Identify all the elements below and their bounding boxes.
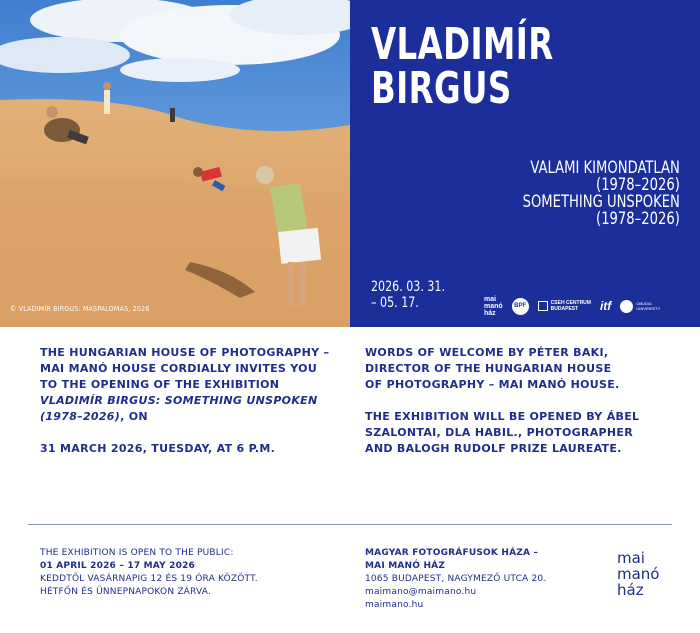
czech-centre-logo [538, 300, 591, 312]
date-start: 2026. 03. 31. [371, 279, 446, 295]
university-text [636, 301, 660, 311]
bpf-logo: BPF [512, 298, 529, 315]
figure-standing-far [103, 82, 111, 114]
hours: KEDDTŐL VASÁRNAPIG 12 ÉS 19 ÓRA KÖZÖTT. [40, 574, 258, 584]
divider [28, 524, 672, 525]
open-label: THE EXHIBITION IS OPEN TO THE PUBLIC: [40, 548, 234, 558]
partner-logos [484, 292, 660, 320]
invitation-text: WORDS OF WELCOME BY [365, 346, 529, 359]
logo-text: UNIVERSITY [636, 306, 661, 311]
logo-text: mai [617, 549, 645, 567]
exhibition-years: (1978–2026) [40, 410, 121, 423]
logo-text: mai [484, 295, 497, 303]
photo-credit: © VLADIMÍR BIRGUS: MASPALOMAS, 2026 [10, 305, 150, 313]
invitation-left [40, 345, 329, 457]
invitation-line [365, 425, 639, 441]
invitation-line-rest: , ON [120, 410, 148, 423]
czech-centre-icon [538, 301, 548, 311]
artist-name-line: VLADIMÍR [371, 19, 554, 70]
title-panel [350, 0, 700, 327]
invitation-line [40, 409, 329, 425]
exhibition-dates [371, 279, 455, 311]
title-english-years: (1978–2026) [596, 209, 680, 229]
date-end: – 05. 17. [371, 295, 419, 311]
logo-text: OBUDAI [636, 301, 652, 306]
invitation-line [365, 409, 639, 425]
invitation-line: DIRECTOR OF THE HUNGARIAN HOUSE [365, 362, 612, 375]
title-hungarian: VALAMI KIMONDATLAN [530, 158, 680, 178]
invitation-line [365, 345, 639, 361]
open-dates: 01 APRIL 2026 – 17 MAY 2026 [40, 561, 195, 571]
logo-text: ház [617, 581, 644, 599]
venue-name: MAI MANÓ HÁZ [365, 561, 446, 571]
invitation-line: MAI MANÓ HOUSE CORDIALLY INVITES YOU [40, 362, 318, 375]
speaker-name: PÉTER BAKI [528, 346, 604, 359]
invitation-line: THE HUNGARIAN HOUSE OF PHOTOGRAPHY – [40, 346, 330, 359]
opener-name: ÁBEL [606, 410, 640, 423]
venue-info [365, 547, 546, 612]
invitation-text: , PHOTOGRAPHER [518, 426, 633, 439]
invitation-text: THE EXHIBITION WILL BE OPENED BY [365, 410, 607, 423]
dune-photo-illustration [0, 0, 350, 327]
mai-mano-haz-logo [484, 296, 503, 317]
venue-name: MAGYAR FOTOGRÁFUSOK HÁZA – [365, 548, 539, 558]
invitation-line: AND BALOGH RUDOLF PRIZE LAUREATE. [365, 442, 622, 455]
itf-logo: itf [599, 299, 612, 313]
title-english: SOMETHING UNSPOKEN [522, 192, 680, 212]
logo-text: CSEH CENTRUM [550, 300, 591, 306]
university-seal-icon [620, 300, 633, 313]
exhibition-photo [0, 0, 350, 327]
closed-days: HÉTFŐN ÉS ÜNNEPNAPOKON ZÁRVA. [40, 587, 212, 597]
invitation-text: , [603, 346, 609, 359]
exhibition-titles [497, 160, 680, 228]
artist-name [371, 19, 594, 114]
artist-name-line: BIRGUS [371, 63, 512, 114]
title-hungarian-years: (1978–2026) [596, 175, 680, 195]
mai-mano-haz-footer-logo [617, 550, 660, 598]
email-link[interactable]: maimano@maimano.hu [365, 587, 477, 597]
logo-text: ház [484, 309, 496, 317]
logo-text: BUDAPEST [550, 306, 579, 312]
logo-text: manó [617, 565, 660, 583]
invitation-right [365, 345, 639, 457]
opening-hours [40, 547, 258, 599]
logo-text: manó [484, 302, 503, 310]
figure-right [170, 108, 175, 122]
university-logo [620, 300, 660, 313]
czech-centre-text [551, 300, 591, 312]
venue-address: 1065 BUDAPEST, NAGYMEZŐ UTCA 20. [365, 574, 547, 584]
opening-datetime: 31 MARCH 2026, TUESDAY, AT 6 P.M. [40, 442, 276, 455]
invitation-line: OF PHOTOGRAPHY – MAI MANÓ HOUSE. [365, 378, 620, 391]
invitation-line: TO THE OPENING OF THE EXHIBITION [40, 378, 280, 391]
exhibition-title-line: VLADIMÍR BIRGUS: SOMETHING UNSPOKEN [40, 394, 318, 407]
opener-name: SZALONTAI, DLA HABIL. [365, 426, 519, 439]
website-link[interactable]: maimano.hu [365, 600, 424, 610]
